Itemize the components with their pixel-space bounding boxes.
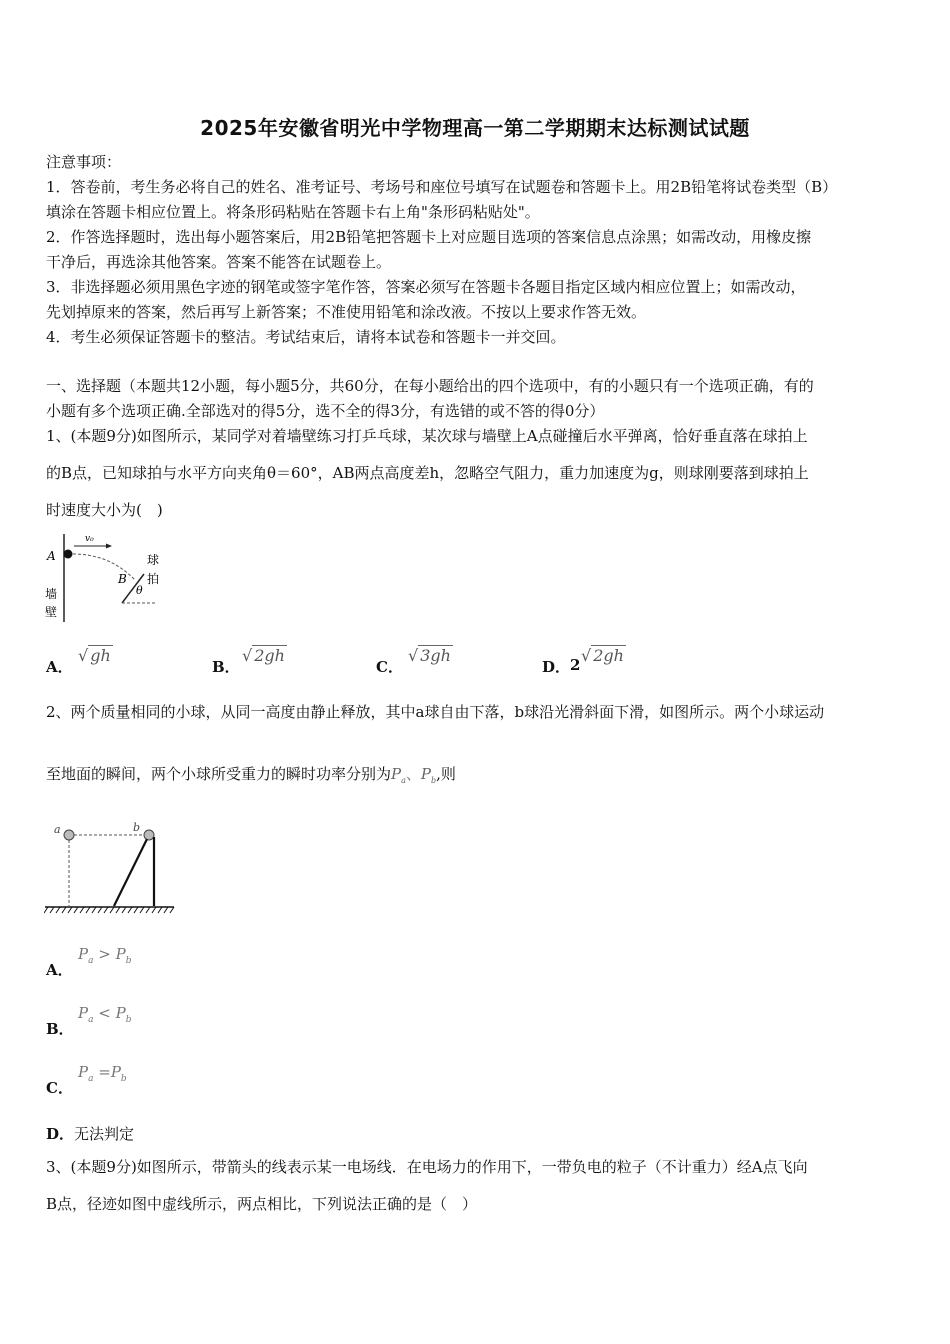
figure-label-a: A	[47, 549, 56, 563]
notice-line: 先划掉原来的答案，然后再写上新答案；不准使用铅笔和涂改液。不按以上要求作答无效。	[46, 303, 647, 321]
figure-label-a: a	[54, 823, 61, 836]
question-1-figure	[40, 530, 170, 625]
page-title: 2025年安徽省明光中学物理高一第二学期期末达标测试试题	[200, 116, 750, 140]
notice-line: 1．答卷前，考生务必将自己的姓名、准考证号、考场号和座位号填写在试题卷和答题卡上。用2B铅笔将试卷类型（B）	[46, 178, 838, 196]
option-b-label[interactable]: B．	[212, 658, 240, 676]
figure-label-b: b	[133, 821, 141, 834]
option-a-math: $P_a > P_b$	[78, 945, 132, 966]
option-a-label[interactable]: A．	[46, 658, 73, 676]
option-d-label[interactable]: D．	[46, 1125, 75, 1143]
option-c-math: √ 3gh	[408, 646, 451, 665]
option-b-math: $P_a < P_b$	[78, 1004, 132, 1025]
figure-label-paddle: 球	[147, 553, 160, 567]
figure-label-v0: v₀	[85, 534, 94, 544]
notice-line: 3．非选择题必须用黑色字迹的钢笔或签字笔作答，答案必须写在答题卡各题目指定区域内相应位置上；如需改动，	[46, 278, 806, 296]
question-1-text: 时速度大小为( )	[46, 501, 163, 519]
option-d-label[interactable]: D．	[542, 658, 571, 676]
notice-heading: 注意事项：	[46, 153, 122, 171]
question-2-text: 2、两个质量相同的小球，从同一高度由静止释放，其中a球自由下落，b球沿光滑斜面下滑，如图所示。两个小球运动	[46, 703, 825, 721]
question-3-text: B点，径迹如图中虚线所示，两点相比，下列说法正确的是（ ）	[46, 1195, 478, 1213]
question-3-text: 3、(本题9分)如图所示，带箭头的线表示某一电场线．在电场力的作用下，一带负电的粒子（不计重力）经A点飞向	[46, 1158, 808, 1176]
question-2-figure	[44, 820, 178, 915]
figure-label-wall: 壁	[45, 605, 58, 619]
notice-line: 4．考生必须保证答题卡的整洁。考试结束后，请将本试卷和答题卡一并交回。	[46, 328, 566, 346]
option-b-label[interactable]: B．	[46, 1020, 74, 1038]
option-c-math: $P_a =P_b$	[78, 1063, 127, 1084]
option-d-text: 无法判定	[74, 1125, 135, 1143]
option-d-coef: 2	[570, 656, 581, 674]
option-c-label[interactable]: C．	[46, 1079, 73, 1097]
figure-label-theta: θ	[136, 584, 143, 597]
question-1-text: 的B点，已知球拍与水平方向夹角θ＝60°，AB两点高度差h，忽略空气阻力，重力加速度为g，则球刚要落到球拍上	[46, 464, 809, 482]
section-heading: 小题有多个选项正确.全部选对的得5分，选不全的得3分，有选错的或不答的得0分）	[46, 402, 605, 420]
option-b-math: √ 2gh	[242, 646, 285, 665]
option-d-math: √ 2gh	[581, 646, 624, 665]
figure-label-b: B	[118, 572, 127, 586]
option-a-math: √ gh	[78, 646, 111, 665]
option-c-label[interactable]: C．	[376, 658, 403, 676]
notice-line: 填涂在答题卡相应位置上。将条形码粘贴在答题卡右上角"条形码粘贴处"。	[46, 203, 540, 221]
question-2-text: 至地面的瞬间，两个小球所受重力的瞬时功率分别为$P_a$、$P_b$,则	[46, 765, 456, 785]
question-1-text: 1、(本题9分)如图所示，某同学对着墙壁练习打乒乓球，某次球与墙壁上A点碰撞后水平弹离，恰好垂直落在球拍上	[46, 427, 808, 445]
notice-line: 2．作答选择题时，选出每小题答案后，用2B铅笔把答题卡上对应题目选项的答案信息点涂黑；如需改动，用橡皮擦	[46, 228, 812, 246]
notice-line: 干净后，再选涂其他答案。答案不能答在试题卷上。	[46, 253, 392, 271]
option-a-label[interactable]: A．	[46, 961, 73, 979]
figure-label-paddle: 拍	[147, 572, 160, 586]
figure-label-wall: 墙	[45, 587, 58, 601]
section-heading: 一、选择题（本题共12小题，每小题5分，共60分，在每小题给出的四个选项中，有的小题只有一个选项正确，有的	[46, 377, 814, 395]
